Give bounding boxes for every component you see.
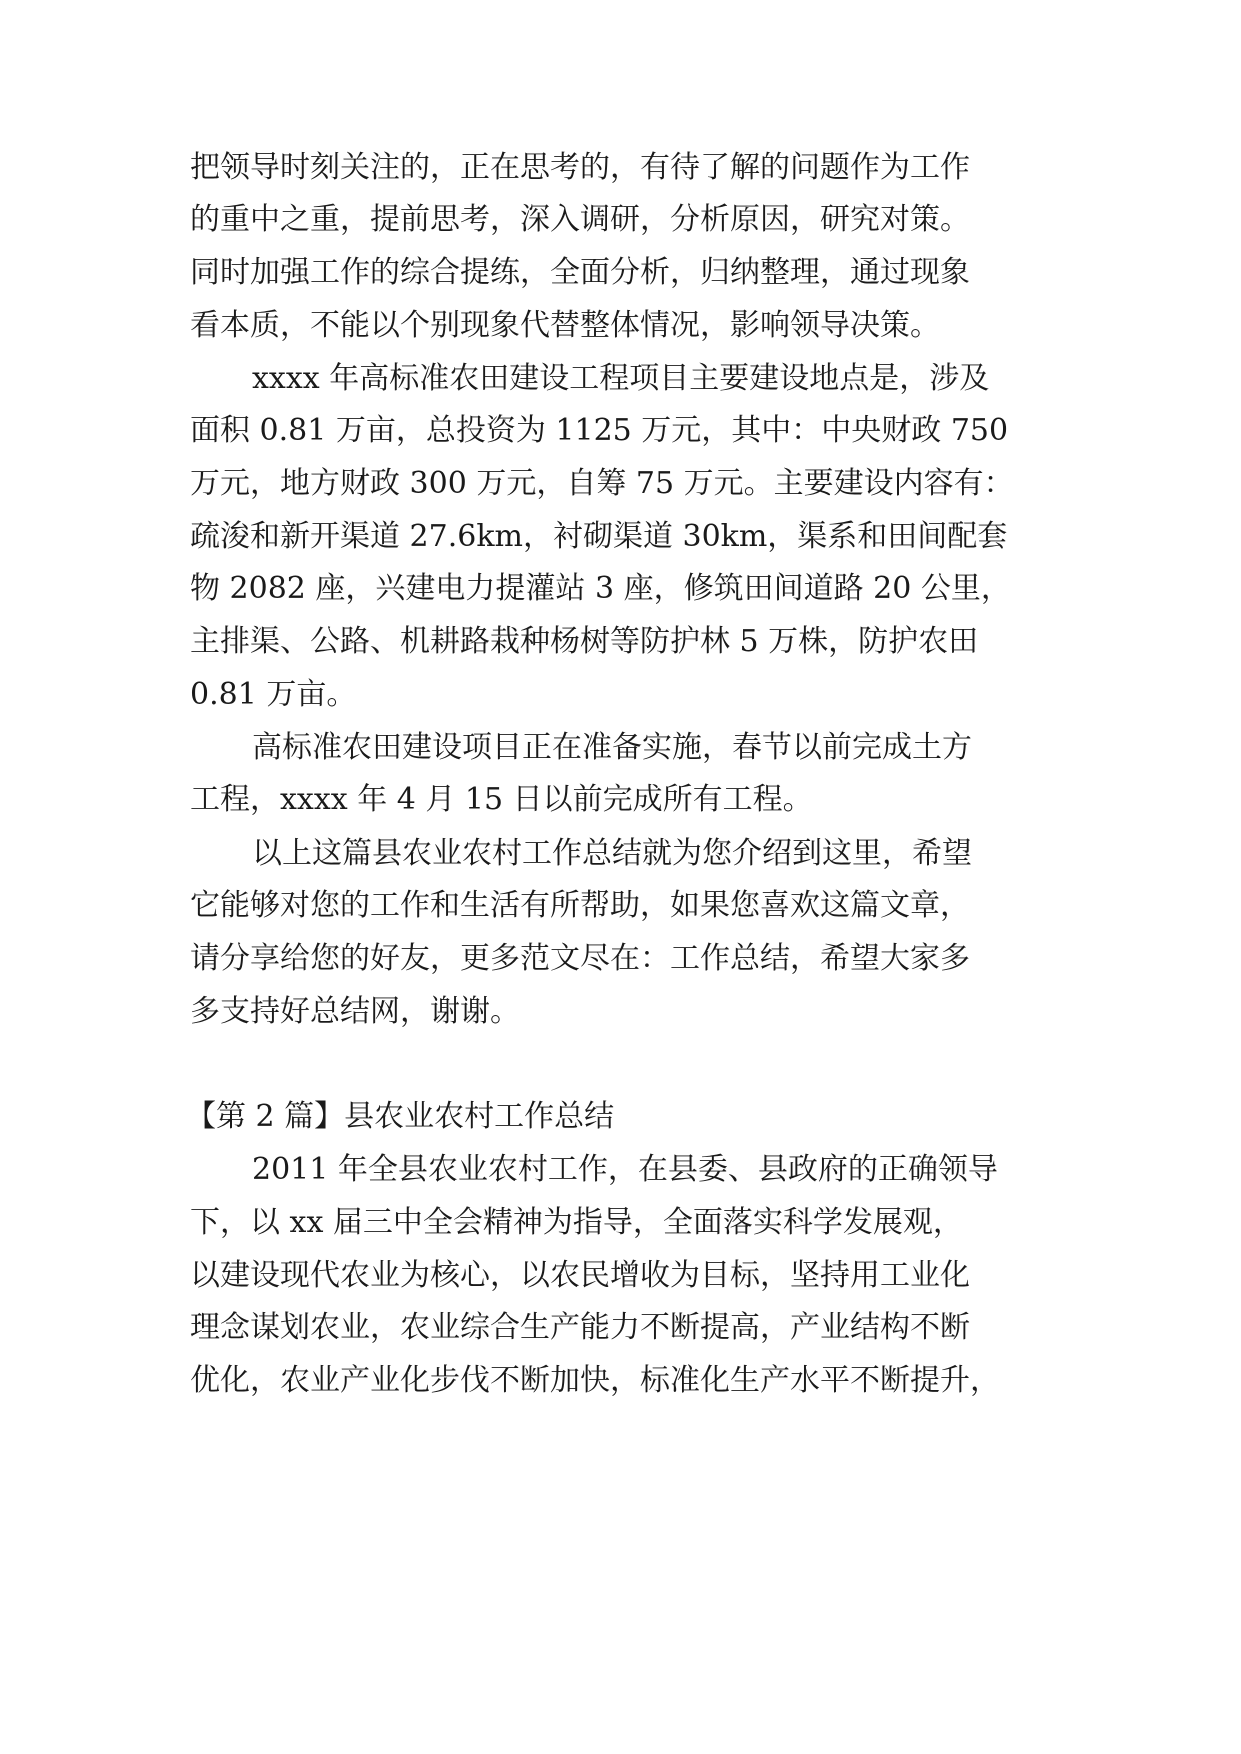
- paragraph-line: 多支持好总结网，谢谢。: [190, 994, 520, 1029]
- section-heading: 【第 2 篇】县农业农村工作总结: [186, 1099, 615, 1134]
- paragraph-line: 面积 0.81 万亩，总投资为 1125 万元，其中：中央财政 750: [190, 413, 1009, 448]
- paragraph-line: xxxx 年高标准农田建设工程项目主要建设地点是，涉及: [252, 361, 990, 396]
- paragraph-line: 高标准农田建设项目正在准备实施，春节以前完成土方: [252, 730, 972, 765]
- paragraph-line: 0.81 万亩。: [190, 677, 357, 712]
- paragraph-line: 万元，地方财政 300 万元，自筹 75 万元。主要建设内容有：: [190, 466, 1014, 501]
- paragraph-line: 工程，xxxx 年 4 月 15 日以前完成所有工程。: [190, 782, 813, 817]
- paragraph-line: 2011 年全县农业农村工作，在县委、县政府的正确领导: [252, 1152, 998, 1187]
- paragraph-line: 理念谋划农业，农业综合生产能力不断提高，产业结构不断: [190, 1310, 970, 1345]
- paragraph-line: 看本质，不能以个别现象代替整体情况，影响领导决策。: [190, 308, 940, 343]
- paragraph-line: 疏浚和新开渠道 27.6km，衬砌渠道 30km，渠系和田间配套: [190, 519, 1008, 554]
- paragraph-line: 主排渠、公路、机耕路栽种杨树等防护林 5 万株，防护农田: [190, 624, 979, 659]
- paragraph-line: 同时加强工作的综合提练，全面分析，归纳整理，通过现象: [190, 255, 970, 290]
- paragraph-line: 把领导时刻关注的，正在思考的，有待了解的问题作为工作: [190, 150, 970, 185]
- paragraph-line: 以建设现代农业为核心，以农民增收为目标，坚持用工业化: [190, 1258, 970, 1293]
- paragraph-line: 物 2082 座，兴建电力提灌站 3 座，修筑田间道路 20 公里，: [190, 571, 1011, 606]
- paragraph-line: 它能够对您的工作和生活有所帮助，如果您喜欢这篇文章，: [190, 888, 970, 923]
- paragraph-line: 请分享给您的好友，更多范文尽在：工作总结，希望大家多: [190, 941, 970, 976]
- paragraph-line: 的重中之重，提前思考，深入调研，分析原因，研究对策。: [190, 202, 970, 237]
- paragraph-line: 以上这篇县农业农村工作总结就为您介绍到这里，希望: [252, 836, 972, 871]
- paragraph-line: 优化，农业产业化步伐不断加快，标准化生产水平不断提升，: [190, 1363, 1000, 1398]
- paragraph-line: 下，以 xx 届三中全会精神为指导，全面落实科学发展观，: [190, 1205, 963, 1240]
